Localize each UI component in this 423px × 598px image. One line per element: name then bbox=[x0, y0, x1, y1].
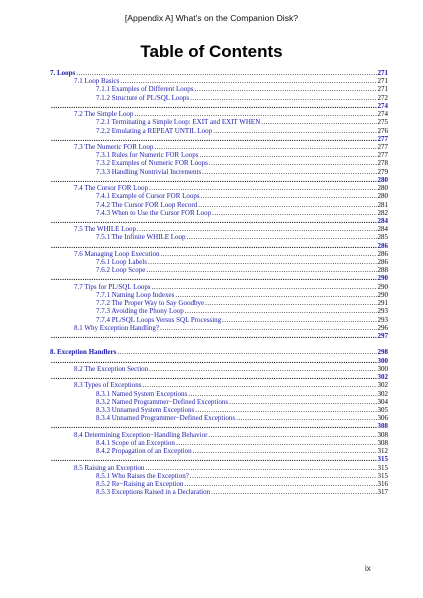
toc-subsection-entry[interactable] bbox=[50, 118, 388, 126]
toc-entry-label: 7.7.2 The Proper Way to Say Goodbye bbox=[96, 299, 205, 308]
toc-entry-page: 277 bbox=[377, 151, 388, 160]
toc-entry-label: 8.3.3 Unnamed System Exceptions bbox=[96, 405, 195, 414]
dot-leader bbox=[201, 192, 377, 200]
dot-leader bbox=[160, 324, 376, 332]
toc-entry-label: 7.5.1 The Infinite WHILE Loop bbox=[96, 233, 186, 242]
dot-leader bbox=[190, 94, 376, 102]
toc-entry-label: 7.7.4 PL/SQL Loops Versus SQL Processing bbox=[96, 315, 222, 324]
toc-entry-page: 286 bbox=[377, 258, 388, 267]
toc-entry-page: 302 bbox=[377, 389, 388, 398]
toc-entry-label: 7.3.1 Rules for Numeric FOR Loops bbox=[96, 151, 199, 160]
toc-subsection-entry[interactable] bbox=[50, 414, 388, 422]
toc-entry-label: 7.6.2 Loop Scope bbox=[96, 266, 146, 275]
dot-leader bbox=[51, 455, 377, 463]
toc-entry-label: 7.7.1 Naming Loop Indexes bbox=[96, 290, 175, 299]
toc-entry-page: 282 bbox=[377, 208, 388, 217]
toc-entry-label: 8.3.1 Named System Exceptions bbox=[96, 389, 188, 398]
toc-chapter-separator bbox=[50, 422, 388, 430]
toc-section-entry[interactable] bbox=[50, 365, 388, 373]
toc-entry-page: 315 bbox=[377, 463, 388, 472]
dot-leader bbox=[194, 85, 376, 93]
toc-entry-page: 300 bbox=[377, 356, 388, 365]
dot-leader bbox=[51, 357, 377, 365]
toc-entry-page: 308 bbox=[377, 438, 388, 447]
running-header: [Appendix A] What's on the Companion Disk? bbox=[124, 13, 299, 23]
toc-subsection-entry[interactable] bbox=[50, 447, 388, 455]
toc-subsection-entry[interactable] bbox=[50, 258, 388, 266]
dot-leader bbox=[51, 332, 377, 340]
dot-leader bbox=[146, 266, 376, 274]
toc-entry-label: 7. Loops bbox=[50, 69, 76, 77]
toc-subsection-entry[interactable] bbox=[50, 192, 388, 200]
toc-subsection-entry[interactable] bbox=[50, 266, 388, 274]
dot-leader bbox=[51, 373, 377, 381]
toc-chapter-separator bbox=[50, 217, 388, 225]
toc-entry-label: 8.4 Determining Exception−Handling Behavior bbox=[74, 430, 208, 439]
toc-entry-label: 7.2.1 Terminating a Simple Loop: EXIT and EXIT WHEN bbox=[96, 118, 261, 127]
toc-entry-page: 302 bbox=[377, 381, 388, 390]
toc-chapter-separator bbox=[50, 242, 388, 250]
toc-subsection-entry[interactable] bbox=[50, 209, 388, 217]
dot-leader bbox=[198, 201, 376, 209]
toc-entry-label: 7.3.3 Handling Nontrivial Increments bbox=[96, 167, 202, 176]
dot-leader bbox=[154, 143, 376, 151]
toc-entry-label: 8.3.4 Unnamed Programmer−Defined Exceptions bbox=[96, 414, 236, 423]
toc-entry-page: 291 bbox=[377, 299, 388, 308]
toc-entry-label: 7.1.1 Examples of Different Loops bbox=[96, 85, 194, 94]
dot-leader bbox=[176, 439, 377, 447]
toc-entry-page: 280 bbox=[377, 184, 388, 193]
toc-subsection-entry[interactable] bbox=[50, 398, 388, 406]
toc-entry-page: 276 bbox=[377, 126, 388, 135]
toc-entry-label: 8. Exception Handlers bbox=[50, 348, 117, 357]
toc-subsection-entry[interactable] bbox=[50, 390, 388, 398]
toc-section-entry[interactable] bbox=[50, 324, 388, 332]
dot-leader bbox=[137, 225, 377, 233]
dot-leader bbox=[175, 291, 376, 299]
toc-chapter-separator bbox=[50, 357, 388, 365]
page-title: Table of Contents bbox=[140, 42, 283, 61]
toc-entry-label: 8.3.2 Named Programmer−Defined Exceptions bbox=[96, 397, 229, 406]
toc-subsection-entry[interactable] bbox=[50, 85, 388, 93]
dot-leader bbox=[193, 447, 377, 455]
toc-subsection-entry[interactable] bbox=[50, 127, 388, 135]
table-of-contents bbox=[50, 69, 388, 496]
toc-entry-page: 290 bbox=[377, 274, 388, 283]
toc-entry-page: 274 bbox=[377, 110, 388, 119]
toc-entry-label: 7.5 The WHILE Loop bbox=[74, 225, 136, 234]
toc-subsection-entry[interactable] bbox=[50, 307, 388, 315]
toc-section-entry[interactable] bbox=[50, 283, 388, 291]
toc-entry-label: 7.1 Loop Basics bbox=[74, 77, 120, 86]
toc-section-entry[interactable] bbox=[50, 381, 388, 389]
toc-entry-page: 308 bbox=[377, 422, 388, 431]
dot-leader bbox=[236, 414, 376, 422]
toc-subsection-entry[interactable] bbox=[50, 480, 388, 488]
toc-entry-label: 7.4.3 When to Use the Cursor FOR Loop bbox=[96, 208, 212, 217]
toc-section-entry[interactable] bbox=[50, 464, 388, 472]
toc-entry-page: 312 bbox=[377, 447, 388, 456]
toc-chapter-entry[interactable] bbox=[50, 348, 388, 356]
toc-entry-label: 7.4.2 The Cursor FOR Loop Record bbox=[96, 200, 198, 209]
toc-entry-page: 280 bbox=[377, 192, 388, 201]
toc-entry-page: 293 bbox=[377, 307, 388, 316]
toc-subsection-entry[interactable] bbox=[50, 439, 388, 447]
toc-subsection-entry[interactable] bbox=[50, 406, 388, 414]
toc-subsection-entry[interactable] bbox=[50, 472, 388, 480]
toc-entry-page: 271 bbox=[377, 77, 388, 86]
dot-leader bbox=[211, 488, 376, 496]
toc-entry-page: 300 bbox=[377, 364, 388, 373]
toc-entry-label: 8.4.1 Scope of an Exception bbox=[96, 438, 175, 447]
toc-entry-page: 317 bbox=[377, 488, 388, 497]
toc-entry-label: 8.1 Why Exception Handling? bbox=[74, 323, 160, 332]
dot-leader bbox=[51, 135, 377, 143]
toc-chapter-separator bbox=[50, 102, 388, 110]
page-number: ix bbox=[365, 564, 371, 573]
toc-chapter-separator bbox=[50, 135, 388, 143]
toc-chapter-entry[interactable] bbox=[50, 69, 388, 77]
dot-leader bbox=[148, 258, 377, 266]
toc-section-entry[interactable] bbox=[50, 77, 388, 85]
toc-entry-page: 281 bbox=[377, 200, 388, 209]
toc-entry-page: 316 bbox=[377, 479, 388, 488]
toc-entry-label: 7.6.1 Loop Labels bbox=[96, 258, 147, 267]
toc-subsection-entry[interactable] bbox=[50, 159, 388, 167]
toc-entry-page: 304 bbox=[377, 397, 388, 406]
dot-leader bbox=[51, 217, 377, 225]
toc-entry-page: 315 bbox=[377, 455, 388, 464]
toc-chapter-separator bbox=[50, 373, 388, 381]
toc-chapter-separator bbox=[50, 332, 388, 340]
toc-entry-label: 7.7.3 Avoiding the Phony Loop bbox=[96, 307, 184, 316]
toc-entry-page: 305 bbox=[377, 405, 388, 414]
toc-entry-label: 7.6 Managing Loop Execution bbox=[74, 249, 160, 258]
toc-subsection-entry[interactable] bbox=[50, 316, 388, 324]
dot-leader bbox=[152, 283, 377, 291]
toc-subsection-entry[interactable] bbox=[50, 151, 388, 159]
dot-leader bbox=[145, 464, 376, 472]
dot-leader bbox=[222, 316, 376, 324]
dot-leader bbox=[149, 184, 377, 192]
toc-section-entry[interactable] bbox=[50, 250, 388, 258]
dot-leader bbox=[202, 168, 376, 176]
toc-entry-page: 288 bbox=[377, 266, 388, 275]
toc-entry-page: 271 bbox=[377, 85, 388, 94]
dot-leader bbox=[188, 390, 376, 398]
toc-entry-label: 7.4.1 Example of Cursor FOR Loops bbox=[96, 192, 200, 201]
dot-leader bbox=[51, 176, 377, 184]
toc-entry-page: 298 bbox=[377, 348, 388, 357]
toc-entry-page: 278 bbox=[377, 159, 388, 168]
toc-spacer bbox=[50, 340, 388, 348]
dot-leader bbox=[51, 422, 377, 430]
toc-entry-page: 308 bbox=[377, 430, 388, 439]
toc-entry-page: 290 bbox=[377, 282, 388, 291]
dot-leader bbox=[195, 406, 376, 414]
toc-entry-page: 280 bbox=[377, 175, 388, 184]
toc-entry-page: 302 bbox=[377, 373, 388, 382]
toc-entry-label: 7.2.2 Emulating a REPEAT UNTIL Loop bbox=[96, 126, 213, 135]
dot-leader bbox=[51, 102, 377, 110]
toc-entry-page: 279 bbox=[377, 167, 388, 176]
toc-subsection-entry[interactable] bbox=[50, 94, 388, 102]
toc-entry-label: 8.5.1 Who Raises the Exception? bbox=[96, 471, 189, 480]
dot-leader bbox=[261, 118, 376, 126]
toc-entry-page: 272 bbox=[377, 93, 388, 102]
dot-leader bbox=[209, 159, 377, 167]
toc-subsection-entry[interactable] bbox=[50, 168, 388, 176]
toc-chapter-separator bbox=[50, 176, 388, 184]
toc-entry-page: 315 bbox=[377, 471, 388, 480]
toc-entry-label: 7.3.2 Examples of Numeric FOR Loops bbox=[96, 159, 208, 168]
toc-entry-page: 290 bbox=[377, 290, 388, 299]
toc-entry-label: 7.3 The Numeric FOR Loop bbox=[74, 142, 154, 151]
toc-section-entry[interactable] bbox=[50, 184, 388, 192]
toc-entry-page: 285 bbox=[377, 233, 388, 242]
toc-entry-page: 275 bbox=[377, 118, 388, 127]
dot-leader bbox=[149, 365, 376, 373]
dot-leader bbox=[199, 151, 376, 159]
toc-section-entry[interactable] bbox=[50, 110, 388, 118]
toc-entry-page: 284 bbox=[377, 216, 388, 225]
toc-entry-page: 293 bbox=[377, 315, 388, 324]
toc-subsection-entry[interactable] bbox=[50, 291, 388, 299]
toc-entry-label: 8.3 Types of Exceptions bbox=[74, 381, 142, 390]
toc-entry-label: 7.1.2 Structure of PL/SQL Loops bbox=[96, 93, 190, 102]
toc-chapter-separator bbox=[50, 274, 388, 282]
dot-leader bbox=[134, 110, 376, 118]
dot-leader bbox=[205, 299, 376, 307]
dot-leader bbox=[142, 381, 376, 389]
toc-subsection-entry[interactable] bbox=[50, 233, 388, 241]
toc-entry-label: 7.2 The Simple Loop bbox=[74, 110, 134, 119]
dot-leader bbox=[213, 127, 376, 135]
toc-entry-page: 297 bbox=[377, 332, 388, 340]
dot-leader bbox=[51, 274, 377, 282]
toc-entry-page: 277 bbox=[377, 142, 388, 151]
toc-subsection-entry[interactable] bbox=[50, 201, 388, 209]
toc-entry-label: 7.7 Tips for PL/SQL Loops bbox=[74, 282, 151, 291]
toc-entry-page: 286 bbox=[377, 249, 388, 258]
dot-leader bbox=[76, 69, 376, 77]
toc-entry-page: 271 bbox=[377, 69, 388, 77]
toc-subsection-entry[interactable] bbox=[50, 299, 388, 307]
toc-subsection-entry[interactable] bbox=[50, 488, 388, 496]
toc-entry-label: 8.5 Raising an Exception bbox=[74, 463, 145, 472]
toc-section-entry[interactable] bbox=[50, 225, 388, 233]
dot-leader bbox=[190, 472, 377, 480]
dot-leader bbox=[120, 77, 376, 85]
toc-section-entry[interactable] bbox=[50, 143, 388, 151]
dot-leader bbox=[161, 250, 377, 258]
dot-leader bbox=[185, 307, 377, 315]
toc-entry-page: 284 bbox=[377, 225, 388, 234]
toc-entry-label: 8.5.2 Re−Raising an Exception bbox=[96, 479, 184, 488]
toc-chapter-separator bbox=[50, 455, 388, 463]
toc-entry-label: 8.4.2 Propagation of an Exception bbox=[96, 447, 192, 456]
toc-entry-label: 8.2 The Exception Section bbox=[74, 364, 149, 373]
toc-section-entry[interactable] bbox=[50, 431, 388, 439]
dot-leader bbox=[208, 431, 376, 439]
dot-leader bbox=[51, 242, 377, 250]
dot-leader bbox=[212, 209, 376, 217]
dot-leader bbox=[187, 233, 377, 241]
toc-entry-page: 286 bbox=[377, 241, 388, 250]
toc-entry-label: 8.5.3 Exceptions Raised in a Declaration bbox=[96, 488, 211, 497]
dot-leader bbox=[184, 480, 376, 488]
toc-entry-page: 306 bbox=[377, 414, 388, 423]
toc-entry-page: 296 bbox=[377, 323, 388, 332]
toc-entry-page: 277 bbox=[377, 134, 388, 143]
toc-entry-label: 7.4 The Cursor FOR Loop bbox=[74, 184, 148, 193]
dot-leader bbox=[117, 348, 376, 356]
dot-leader bbox=[229, 398, 376, 406]
toc-entry-page: 274 bbox=[377, 101, 388, 110]
